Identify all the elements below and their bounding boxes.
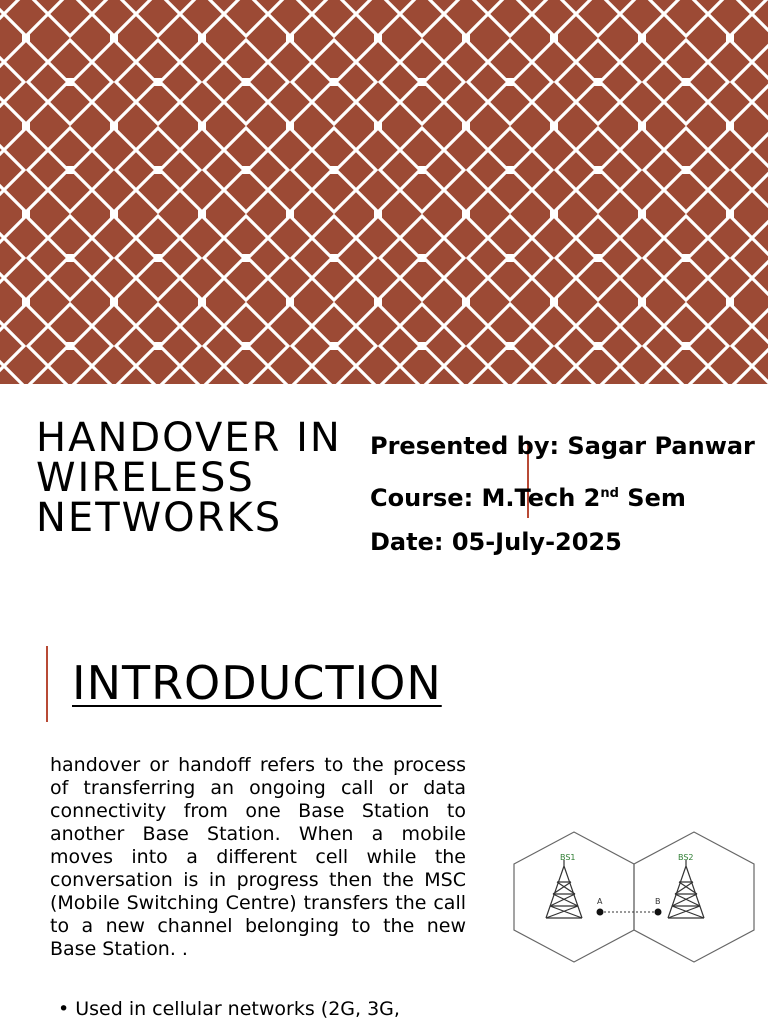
presented-by: Presented by: Sagar Panwar [370,432,755,460]
point-b [655,909,662,916]
point-b-label: B [655,897,661,906]
bullet-item [58,998,400,1020]
introduction-heading: INTRODUCTION [72,656,442,710]
course-prefix: Course: M.Tech 2 [370,484,601,512]
introduction-body: handover or handoff refers to the process of transferring an ongoing call or data connectivity from one Base Station to another Base Station. When a mobile moves into a different cell while the conversation is in progress then the MSC (Mobile Switching Centre) transfers the call to a new channel belonging to the new Base Station. . [50,754,466,960]
tower-icon [668,860,704,918]
cell-hexagon-1 [514,832,634,962]
course-suffix: Sem [618,484,686,512]
presentation-title: HANDOVER IN WIRELESS NETWORKS [36,415,342,541]
heading-accent-divider [46,646,48,722]
tower-icon [546,860,582,918]
bullet-marker: • [58,998,70,1020]
bs1-label: BS1 [560,853,576,862]
bs2-label: BS2 [678,853,694,862]
bullet-text: Used in cellular networks (2G, 3G, [75,998,400,1020]
presenter-info [370,430,768,574]
course [370,478,768,526]
handover-diagram [510,830,760,964]
point-a [597,909,604,916]
cell-hexagon-2 [634,832,754,962]
decorative-diamond-pattern [0,0,768,384]
presentation-date: Date: 05-July-2025 [370,528,622,556]
bullet-list [58,998,400,1020]
point-a-label: A [597,897,603,906]
course-superscript: nd [600,486,619,501]
introduction-slide [0,630,768,1024]
